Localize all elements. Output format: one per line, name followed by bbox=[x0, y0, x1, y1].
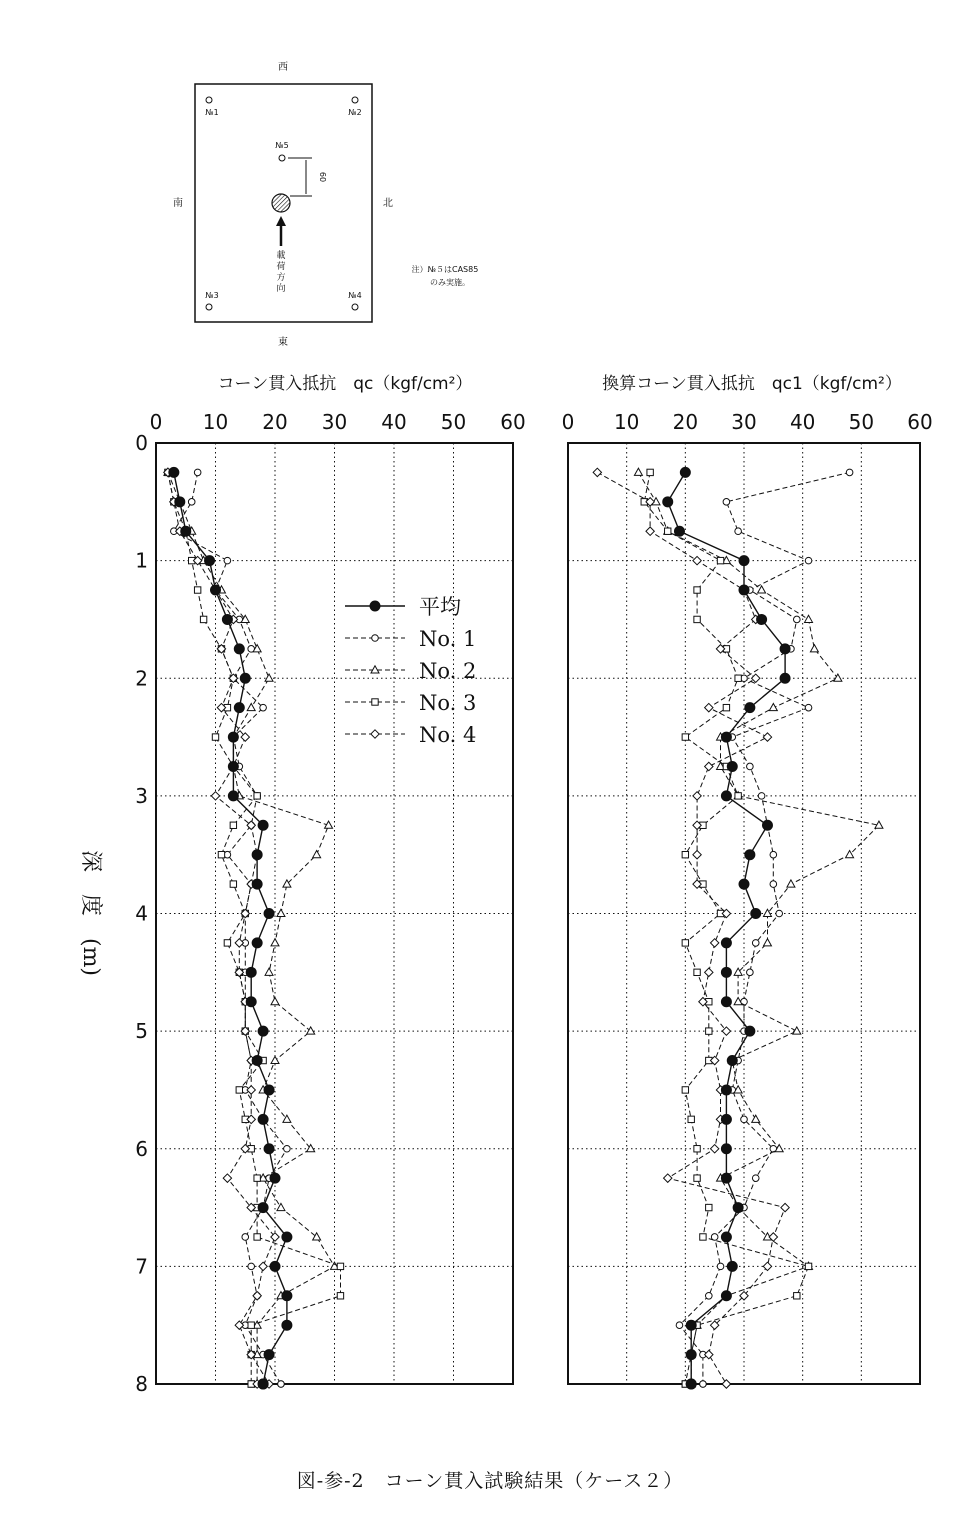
data-point bbox=[721, 1144, 731, 1154]
data-point bbox=[247, 703, 255, 710]
point-4-marker bbox=[352, 304, 358, 310]
data-point bbox=[694, 1175, 700, 1181]
data-point bbox=[235, 1321, 243, 1329]
chart-qc-series bbox=[164, 467, 344, 1389]
data-point bbox=[770, 851, 777, 858]
series-- bbox=[169, 467, 292, 1389]
data-point bbox=[258, 1379, 268, 1389]
data-point bbox=[228, 761, 238, 771]
data-point bbox=[739, 556, 749, 566]
y-tick-label: 1 bbox=[135, 548, 148, 573]
direction-bottom-label: 東 bbox=[278, 337, 288, 348]
series-no-2 bbox=[164, 468, 339, 1387]
series-line bbox=[644, 472, 808, 1384]
data-point bbox=[722, 1027, 730, 1035]
data-point bbox=[646, 527, 654, 535]
chart-qc1 bbox=[562, 374, 933, 1389]
y-tick-label: 7 bbox=[135, 1254, 148, 1279]
legend-label: No. 4 bbox=[419, 723, 477, 747]
data-point bbox=[236, 1087, 242, 1093]
data-point bbox=[794, 1293, 800, 1299]
data-point bbox=[727, 1261, 737, 1271]
data-point bbox=[230, 881, 236, 887]
data-point bbox=[733, 1203, 743, 1213]
data-point bbox=[647, 469, 653, 475]
data-point bbox=[721, 1114, 731, 1124]
data-point bbox=[676, 1322, 683, 1329]
data-point bbox=[694, 587, 700, 593]
chart-qc1-series bbox=[593, 467, 883, 1389]
data-point bbox=[634, 468, 642, 475]
data-point bbox=[693, 556, 701, 564]
x-tick-label: 50 bbox=[848, 410, 875, 434]
data-point bbox=[371, 730, 379, 738]
data-point bbox=[264, 1085, 274, 1095]
data-point bbox=[246, 967, 256, 977]
data-point bbox=[200, 616, 206, 622]
data-point bbox=[337, 1293, 343, 1299]
data-point bbox=[258, 1203, 268, 1213]
data-point bbox=[770, 881, 777, 888]
data-point bbox=[228, 732, 238, 742]
data-point bbox=[805, 557, 812, 564]
point-1-label: №1 bbox=[205, 108, 219, 117]
load-direction-char: 荷 bbox=[276, 262, 286, 272]
legend-label: 平均 bbox=[419, 595, 461, 619]
data-point bbox=[253, 1292, 261, 1300]
y-tick-label: 3 bbox=[135, 783, 148, 808]
data-point bbox=[758, 793, 765, 800]
data-point bbox=[370, 601, 380, 611]
data-point bbox=[682, 851, 688, 857]
series-line bbox=[680, 472, 850, 1384]
data-point bbox=[721, 938, 731, 948]
direction-right-label: 北 bbox=[383, 198, 393, 209]
series-no-1 bbox=[171, 469, 291, 1387]
y-tick-label: 5 bbox=[135, 1019, 148, 1044]
direction-top-label: 西 bbox=[278, 62, 288, 73]
legend-label: No. 1 bbox=[419, 627, 477, 651]
point-2-label: №2 bbox=[348, 108, 362, 117]
data-point bbox=[264, 1144, 274, 1154]
data-point bbox=[664, 1174, 672, 1182]
x-tick-label: 0 bbox=[149, 410, 163, 434]
data-point bbox=[686, 1350, 696, 1360]
data-point bbox=[337, 1263, 343, 1269]
data-point bbox=[258, 1114, 268, 1124]
data-point bbox=[194, 587, 200, 593]
series-line bbox=[174, 472, 287, 1384]
data-point bbox=[780, 644, 790, 654]
y-tick-label: 8 bbox=[135, 1372, 148, 1396]
data-point bbox=[805, 704, 812, 711]
data-point bbox=[721, 997, 731, 1007]
data-point bbox=[710, 939, 718, 947]
data-point bbox=[205, 556, 215, 566]
data-point bbox=[674, 526, 684, 536]
data-point bbox=[747, 969, 754, 976]
data-point bbox=[781, 1203, 789, 1211]
y-tick-label: 4 bbox=[135, 901, 148, 926]
data-point bbox=[757, 614, 767, 624]
data-point bbox=[752, 674, 760, 682]
data-point bbox=[246, 997, 256, 1007]
data-point bbox=[705, 968, 713, 976]
data-point bbox=[694, 1146, 700, 1152]
series-line bbox=[597, 472, 785, 1384]
data-point bbox=[710, 1145, 718, 1153]
data-point bbox=[846, 469, 853, 476]
data-point bbox=[721, 1232, 731, 1242]
data-point bbox=[739, 879, 749, 889]
data-point bbox=[218, 851, 224, 857]
data-point bbox=[752, 1175, 759, 1182]
data-point bbox=[693, 792, 701, 800]
data-point bbox=[372, 635, 379, 642]
data-point bbox=[805, 615, 813, 622]
data-point bbox=[694, 616, 700, 622]
point-3-label: №3 bbox=[205, 291, 219, 300]
data-point bbox=[706, 1028, 712, 1034]
data-point bbox=[721, 1173, 731, 1183]
data-point bbox=[234, 644, 244, 654]
x-tick-label: 30 bbox=[321, 410, 348, 434]
data-point bbox=[686, 1320, 696, 1330]
data-point bbox=[307, 1027, 315, 1034]
data-point bbox=[727, 1056, 737, 1066]
series-line bbox=[174, 472, 287, 1384]
y-tick-label: 0 bbox=[135, 431, 148, 455]
note-line-2: のみ実施。 bbox=[430, 278, 470, 287]
data-point bbox=[721, 1291, 731, 1301]
load-direction-char: 向 bbox=[276, 284, 286, 294]
x-tick-label: 50 bbox=[440, 410, 467, 434]
data-point bbox=[169, 467, 179, 477]
y-tick-label: 2 bbox=[135, 666, 148, 691]
data-point bbox=[282, 1232, 292, 1242]
x-tick-label: 10 bbox=[613, 410, 640, 434]
data-point bbox=[665, 528, 671, 534]
data-point bbox=[211, 792, 219, 800]
data-point bbox=[271, 1056, 279, 1063]
data-point bbox=[682, 1087, 688, 1093]
data-point bbox=[793, 1027, 801, 1034]
data-point bbox=[254, 793, 260, 799]
data-point bbox=[175, 497, 185, 507]
data-point bbox=[794, 616, 801, 623]
chart-qc-title: コーン貫入抵抗 qc（kgf/cm²） bbox=[217, 374, 473, 394]
data-point bbox=[278, 1381, 285, 1388]
x-tick-label: 10 bbox=[202, 410, 229, 434]
y-tick-label: 6 bbox=[135, 1136, 148, 1161]
x-tick-label: 20 bbox=[672, 410, 699, 434]
data-point bbox=[228, 791, 238, 801]
chart-qc-frame bbox=[156, 443, 513, 1384]
data-point bbox=[258, 1026, 268, 1036]
data-point bbox=[265, 968, 273, 975]
chart-qc bbox=[78, 374, 526, 1396]
data-point bbox=[810, 645, 818, 652]
site-plan-diagram bbox=[173, 61, 478, 348]
data-point bbox=[235, 939, 243, 947]
data-point bbox=[721, 791, 731, 801]
data-point bbox=[706, 1292, 713, 1299]
data-point bbox=[739, 585, 749, 595]
data-point bbox=[259, 1262, 267, 1270]
data-point bbox=[224, 557, 231, 564]
note-line-1: 注）№５はCAS85 bbox=[411, 265, 479, 274]
data-point bbox=[721, 732, 731, 742]
series-line bbox=[638, 472, 879, 1384]
data-point bbox=[230, 822, 236, 828]
x-tick-label: 30 bbox=[731, 410, 757, 434]
series-line bbox=[168, 472, 335, 1384]
series-no-3 bbox=[165, 469, 344, 1387]
legend-label: No. 3 bbox=[419, 691, 477, 715]
x-tick-label: 60 bbox=[907, 410, 933, 434]
data-point bbox=[735, 675, 741, 681]
data-point bbox=[787, 880, 795, 887]
dimension-label: 60 bbox=[318, 171, 327, 183]
x-tick-label: 60 bbox=[500, 410, 526, 434]
chart-qc1-title: 換算コーン貫入抵抗 qc1（kgf/cm²） bbox=[602, 374, 902, 394]
arrow-up-icon bbox=[276, 216, 286, 226]
data-point bbox=[694, 969, 700, 975]
chart-qc1-tick-labels bbox=[562, 410, 933, 434]
series-no-3 bbox=[641, 469, 812, 1387]
data-point bbox=[223, 1174, 231, 1182]
point-3-marker bbox=[206, 304, 212, 310]
data-point bbox=[693, 850, 701, 858]
data-point bbox=[776, 910, 783, 917]
point-5-label: №5 bbox=[275, 141, 289, 150]
legend bbox=[345, 595, 476, 747]
data-point bbox=[282, 1291, 292, 1301]
data-point bbox=[254, 1175, 260, 1181]
data-point bbox=[247, 1086, 255, 1094]
data-point bbox=[762, 820, 772, 830]
series-no-2 bbox=[634, 468, 883, 1387]
x-tick-label: 40 bbox=[789, 410, 816, 434]
data-point bbox=[260, 704, 267, 711]
point-2-marker bbox=[352, 97, 358, 103]
data-point bbox=[194, 469, 201, 476]
data-point bbox=[282, 1320, 292, 1330]
data-point bbox=[735, 528, 742, 535]
data-point bbox=[805, 1263, 811, 1269]
data-point bbox=[680, 467, 690, 477]
data-point bbox=[705, 1350, 713, 1358]
data-point bbox=[252, 1056, 262, 1066]
data-point bbox=[663, 497, 673, 507]
data-point bbox=[313, 1233, 321, 1240]
x-tick-label: 0 bbox=[561, 410, 575, 434]
data-point bbox=[252, 850, 262, 860]
figure-caption: 図-参-2 コーン貫入試験結果（ケース２） bbox=[296, 1470, 684, 1492]
series-line bbox=[168, 472, 341, 1384]
data-point bbox=[371, 666, 379, 673]
data-point bbox=[700, 1381, 707, 1388]
data-point bbox=[682, 940, 688, 946]
load-direction-char: 載 bbox=[276, 251, 286, 261]
data-point bbox=[745, 703, 755, 713]
data-point bbox=[752, 1115, 760, 1122]
data-point bbox=[271, 939, 279, 946]
data-point bbox=[705, 762, 713, 770]
data-point bbox=[224, 940, 230, 946]
data-point bbox=[211, 585, 221, 595]
data-point bbox=[741, 1116, 748, 1123]
data-point bbox=[722, 1380, 730, 1388]
data-point bbox=[706, 1204, 712, 1210]
data-point bbox=[700, 1234, 706, 1240]
data-point bbox=[763, 939, 771, 946]
data-point bbox=[721, 967, 731, 977]
legend-label: No. 2 bbox=[419, 659, 477, 683]
data-point bbox=[593, 468, 601, 476]
data-point bbox=[780, 673, 790, 683]
legend-item bbox=[345, 659, 476, 683]
series-line bbox=[168, 472, 275, 1384]
chart-qc-ylabel: 深 度 (m) bbox=[78, 849, 103, 977]
data-point bbox=[747, 763, 754, 770]
data-point bbox=[727, 761, 737, 771]
load-direction-char: 方 bbox=[276, 273, 286, 283]
direction-left-label: 南 bbox=[173, 198, 183, 209]
data-point bbox=[252, 938, 262, 948]
data-point bbox=[752, 940, 759, 947]
data-point bbox=[717, 1263, 724, 1270]
data-point bbox=[277, 909, 285, 916]
series-no-4 bbox=[593, 468, 789, 1388]
data-point bbox=[265, 674, 273, 681]
data-point bbox=[682, 734, 688, 740]
data-point bbox=[751, 909, 761, 919]
data-point bbox=[313, 850, 321, 857]
data-point bbox=[271, 998, 279, 1005]
data-point bbox=[745, 1026, 755, 1036]
point-4-label: №4 bbox=[348, 291, 362, 300]
data-point bbox=[372, 699, 378, 705]
data-point bbox=[240, 673, 250, 683]
data-point bbox=[277, 1203, 285, 1210]
series-line bbox=[668, 472, 785, 1384]
x-tick-label: 20 bbox=[262, 410, 288, 434]
load-direction-label bbox=[276, 249, 285, 294]
chart-qc-grid bbox=[156, 443, 513, 1384]
data-point bbox=[705, 703, 713, 711]
data-point bbox=[763, 1262, 771, 1270]
data-point bbox=[242, 1234, 249, 1241]
data-point bbox=[248, 1322, 254, 1328]
data-point bbox=[769, 703, 777, 710]
data-point bbox=[212, 734, 218, 740]
data-point bbox=[264, 1350, 274, 1360]
legend-item bbox=[345, 723, 476, 747]
data-point bbox=[717, 557, 723, 563]
data-point bbox=[222, 614, 232, 624]
data-point bbox=[735, 793, 741, 799]
data-point bbox=[270, 1173, 280, 1183]
legend-item bbox=[345, 595, 461, 619]
data-point bbox=[723, 704, 729, 710]
legend-item bbox=[345, 691, 476, 715]
data-point bbox=[264, 909, 274, 919]
data-point bbox=[723, 499, 730, 506]
data-point bbox=[688, 1116, 694, 1122]
data-point bbox=[284, 1145, 291, 1152]
data-point bbox=[254, 1234, 260, 1240]
legend-item bbox=[345, 627, 476, 651]
data-point bbox=[270, 1261, 280, 1271]
data-point bbox=[258, 820, 268, 830]
data-point bbox=[758, 586, 766, 593]
data-point bbox=[721, 1085, 731, 1095]
data-point bbox=[686, 1379, 696, 1389]
data-point bbox=[252, 879, 262, 889]
point-5-marker bbox=[279, 155, 285, 161]
point-1-marker bbox=[206, 97, 212, 103]
data-point bbox=[763, 733, 771, 741]
data-point bbox=[745, 850, 755, 860]
data-point bbox=[181, 526, 191, 536]
data-point bbox=[234, 703, 244, 713]
data-point bbox=[248, 1263, 255, 1270]
x-tick-label: 40 bbox=[381, 410, 407, 434]
load-plate-icon bbox=[272, 194, 290, 212]
data-point bbox=[188, 499, 195, 506]
